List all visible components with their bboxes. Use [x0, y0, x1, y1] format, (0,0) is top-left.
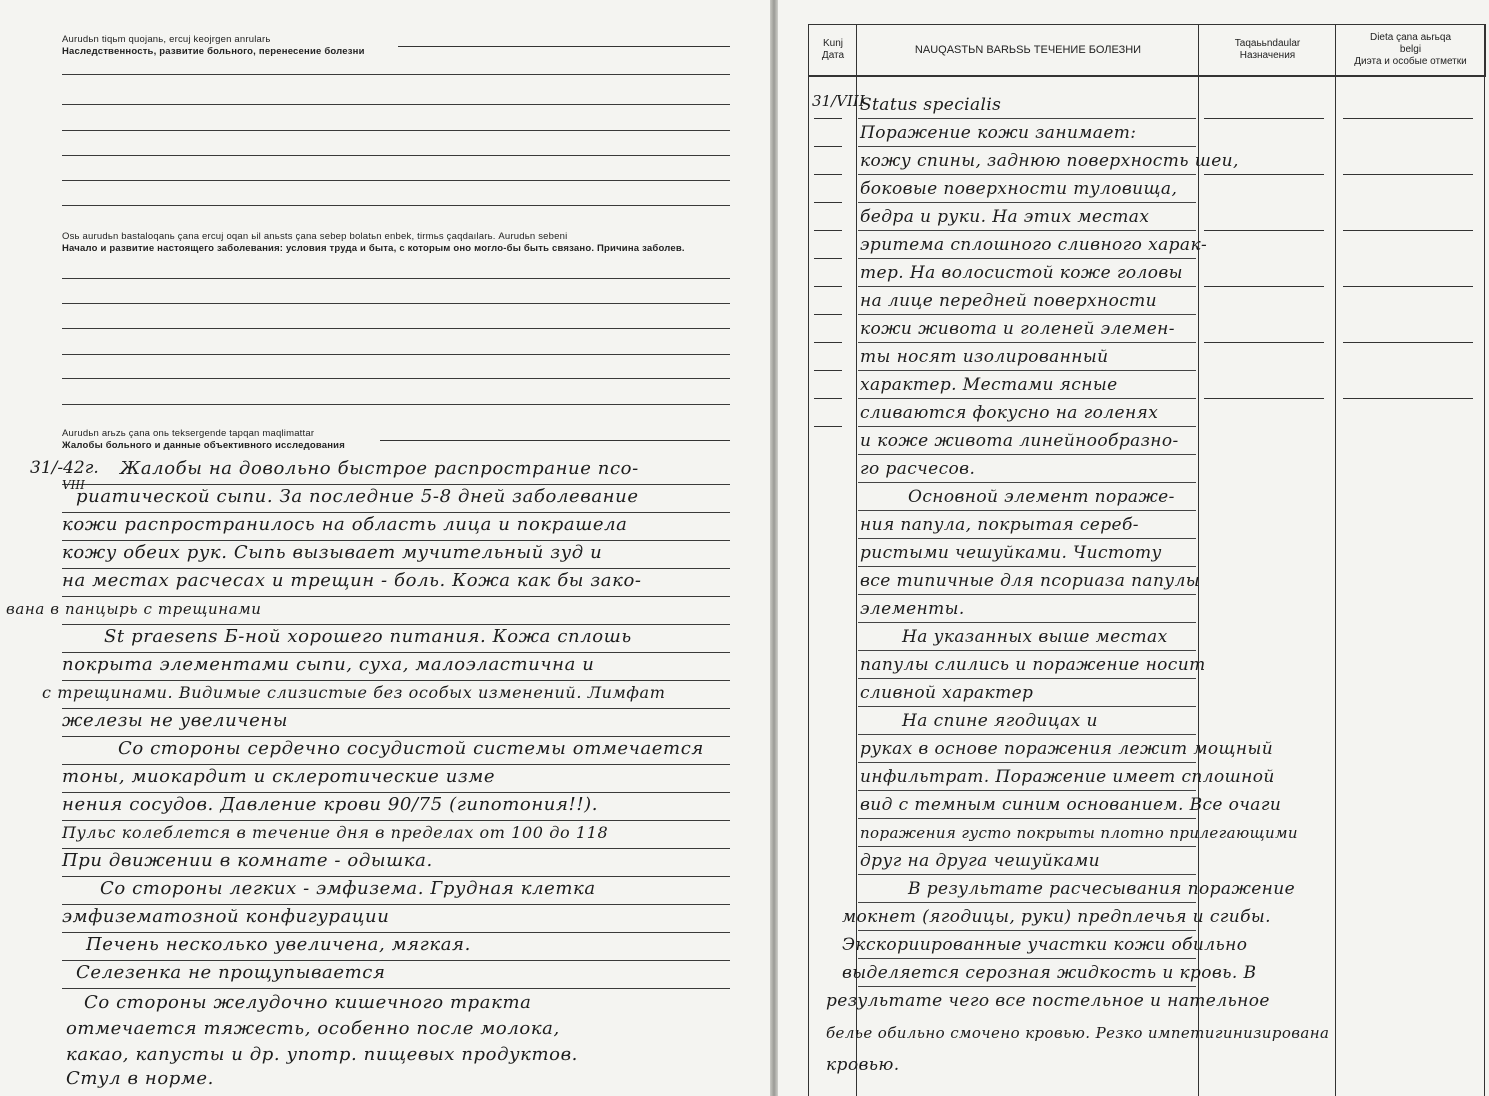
handwritten-line: поражения густо покрыты плотно прилегающими — [860, 824, 1298, 842]
prescriptions-column-dash — [1204, 118, 1324, 119]
handwritten-line: кожи распространилось на область лица и покрашела — [62, 514, 628, 535]
row-line — [858, 902, 1196, 903]
handwritten-line: железы не увеличены — [62, 710, 289, 731]
handwritten-line: все типичные для псориаза папулы — [860, 571, 1201, 591]
handwritten-line: элементы. — [860, 599, 965, 619]
diet-column-dash — [1343, 342, 1473, 343]
date-column-dash — [814, 426, 842, 427]
row-line — [858, 454, 1196, 455]
handwritten-line: Экскориированные участки кожи обильно — [842, 935, 1248, 955]
form-line — [62, 303, 730, 304]
row-line — [858, 930, 1196, 931]
course-column-header — [857, 25, 1199, 75]
handwritten-line: сливной характер — [860, 683, 1034, 703]
prescriptions-column-header — [1199, 25, 1336, 75]
handwritten-line: При движении в комнате - одышка. — [62, 850, 433, 871]
handwritten-line: папулы слились и поражение носит — [860, 655, 1206, 675]
right-page — [778, 0, 1489, 1096]
diet-column-dash — [1343, 174, 1473, 175]
complaints-header — [62, 428, 345, 452]
form-line — [62, 484, 730, 485]
diet-column-dash — [1343, 398, 1473, 399]
date-column-dash — [814, 286, 842, 287]
handwritten-line: Основной элемент пораже- — [908, 487, 1175, 507]
row-line — [858, 874, 1196, 875]
handwritten-line: тер. На волосистой коже головы — [860, 263, 1183, 283]
handwritten-line: отмечается тяжесть, особенно после молока, — [66, 1018, 560, 1039]
form-line — [62, 820, 730, 821]
handwritten-line: ристыми чешуйками. Чистоту — [860, 543, 1162, 563]
diet-column-dash — [1343, 286, 1473, 287]
form-line — [62, 278, 730, 279]
prescriptions-column-dash — [1204, 398, 1324, 399]
diet-column-dash — [1343, 118, 1473, 119]
handwritten-line: с трещинами. Видимые слизистые без особых изменений. Лимфат — [42, 683, 666, 702]
form-line — [62, 205, 730, 206]
complaints-header-kz: Aurudьn arьzь çana onь teksergende tapqan maqlimattar — [62, 428, 315, 439]
handwritten-line: инфильтрат. Поражение имеет сплошной — [860, 767, 1275, 787]
handwritten-line: Status specialis — [860, 95, 1002, 115]
date-header-kz: Kunj — [822, 38, 843, 49]
form-line — [62, 708, 730, 709]
handwritten-line: вид с темным синим основанием. Все очаги — [860, 795, 1282, 815]
form-line — [62, 512, 730, 513]
handwritten-line: Печень несколько увеличена, мягкая. — [86, 934, 471, 955]
complaints-header-ru: Жалобы больного и данные объективного исследования — [62, 440, 345, 451]
row-line — [858, 958, 1196, 959]
handwritten-line: риатической сыпи. За последние 5-8 дней заболевание — [76, 486, 639, 507]
handwritten-line: Селезенка не прощупывается — [76, 962, 386, 983]
form-line — [62, 652, 730, 653]
handwritten-line: На спине ягодицах и — [902, 711, 1098, 731]
handwritten-line: руках в основе поражения лежит мощный — [860, 739, 1274, 759]
date-column-dash — [814, 202, 842, 203]
date-column-dash — [814, 118, 842, 119]
diet-column-dash — [1343, 230, 1473, 231]
handwritten-line: какао, капусты и др. употр. пищевых продуктов. — [66, 1044, 578, 1065]
column-border — [1335, 24, 1336, 1096]
prescriptions-column-dash — [1204, 342, 1324, 343]
form-line — [62, 988, 730, 989]
diet-header-ru: Диэта и особые отметки — [1354, 56, 1467, 67]
form-line — [62, 792, 730, 793]
handwritten-line: и коже живота линейнообразно- — [860, 431, 1179, 451]
form-line — [62, 680, 730, 681]
heredity-header-kz: Aurudьn tiqьm quojanь, ercuj keojrgen anrularь — [62, 34, 271, 45]
date-column-dash — [814, 258, 842, 259]
handwritten-line: покрыта элементами сыпи, суха, малоэластична и — [62, 654, 595, 675]
entry-date: 31/VIII — [812, 92, 865, 110]
prescriptions-column-dash — [1204, 286, 1324, 287]
date-column-dash — [814, 230, 842, 231]
handwritten-line: на лице передней поверхности — [860, 291, 1158, 311]
row-line — [858, 818, 1196, 819]
form-line — [62, 378, 730, 379]
row-line — [858, 734, 1196, 735]
handwritten-line: кожу обеих рук. Сыпь вызывает мучительный зуд и — [62, 542, 603, 563]
date-column-header — [809, 25, 857, 75]
row-line — [858, 426, 1196, 427]
prescriptions-header-ru: Назначения — [1239, 50, 1296, 61]
table-header — [808, 24, 1486, 77]
form-line — [62, 568, 730, 569]
row-line — [858, 762, 1196, 763]
form-line — [62, 764, 730, 765]
form-line — [62, 155, 730, 156]
handwritten-line: кожи живота и голеней элемен- — [860, 319, 1175, 339]
onset-header-kz: Osь aurudьn bastaloqanь çana ercuj oqan ьil anьsts çana sebep bolatьn enbek, tirmьs çaqdaılarь. Aurudьn sebeni — [62, 231, 568, 242]
handwritten-line: кровью. — [826, 1055, 900, 1075]
handwritten-line: друг на друга чешуйками — [860, 851, 1100, 871]
row-line — [858, 370, 1196, 371]
header-underline — [398, 46, 730, 47]
form-line — [62, 130, 730, 131]
handwritten-line: На указанных выше местах — [902, 627, 1168, 647]
row-line — [858, 846, 1196, 847]
handwritten-line: Со стороны сердечно сосудистой системы отмечается — [118, 738, 704, 759]
heredity-header — [62, 34, 365, 58]
row-line — [858, 510, 1196, 511]
row-line — [858, 622, 1196, 623]
form-line — [62, 404, 730, 405]
handwritten-line: результате чего все постельное и нательное — [826, 991, 1270, 1011]
form-line — [62, 904, 730, 905]
handwritten-line: мокнет (ягодицы, руки) предплечья и сгибы. — [842, 907, 1271, 927]
row-line — [858, 174, 1196, 175]
heredity-header-ru: Наследственность, развитие больного, перенесение болезни — [62, 46, 365, 57]
date-column-dash — [814, 370, 842, 371]
form-line — [62, 328, 730, 329]
row-line — [858, 230, 1196, 231]
row-line — [858, 286, 1196, 287]
handwritten-line: Пульс колеблется в течение дня в пределах от 100 до 118 — [62, 823, 609, 842]
handwritten-line: го расчесов. — [860, 459, 976, 479]
handwritten-line: В результате расчесывания поражение — [908, 879, 1296, 899]
row-line — [858, 118, 1196, 119]
onset-header — [62, 231, 730, 255]
handwritten-line: Со стороны желудочно кишечного тракта — [84, 992, 532, 1013]
row-line — [858, 706, 1196, 707]
prescriptions-header-kz: Taqaььndaular — [1234, 38, 1301, 49]
form-line — [62, 848, 730, 849]
form-line — [62, 104, 730, 105]
handwritten-line: ния папула, покрытая сереб- — [860, 515, 1139, 535]
handwritten-line: кожу спины, заднюю поверхность шеи, — [860, 151, 1239, 171]
form-line — [62, 180, 730, 181]
date-column-dash — [814, 146, 842, 147]
row-line — [858, 342, 1196, 343]
entry-date-month: VIII — [62, 478, 85, 492]
prescriptions-column-dash — [1204, 174, 1324, 175]
handwritten-line: сливаются фокусно на голенях — [860, 403, 1159, 423]
handwritten-line: выделяется серозная жидкость и кровь. В — [842, 963, 1257, 983]
form-line — [62, 932, 730, 933]
diet-header-kz2: belgi — [1399, 44, 1422, 55]
handwritten-line: тоны, миокардит и склеротические изме — [62, 766, 496, 787]
row-line — [858, 146, 1196, 147]
form-line — [62, 540, 730, 541]
handwritten-line: белье обильно смочено кровью. Резко импетигинизирована — [826, 1024, 1330, 1042]
handwritten-line: характер. Местами ясные — [860, 375, 1118, 395]
row-line — [858, 398, 1196, 399]
handwritten-line: ты носят изолированный — [860, 347, 1109, 367]
handwritten-line: эритема сплошного сливного харак- — [860, 235, 1208, 255]
diet-header-kz: Dieta çana aьrьqa — [1369, 32, 1452, 43]
book-gutter — [770, 0, 778, 1096]
form-line — [62, 596, 730, 597]
row-line — [858, 258, 1196, 259]
date-column-dash — [814, 342, 842, 343]
row-line — [858, 538, 1196, 539]
handwritten-line: эмфизематозной конфигурации — [62, 906, 390, 927]
entry-date: 31/-42г. — [30, 458, 99, 478]
handwritten-line: вана в панцырь с трещинами — [6, 600, 262, 618]
form-line — [62, 354, 730, 355]
prescriptions-column-dash — [1204, 230, 1324, 231]
column-border — [808, 24, 809, 1096]
row-line — [858, 482, 1196, 483]
handwritten-line: Поражение кожи занимает: — [860, 123, 1137, 143]
form-line — [62, 736, 730, 737]
onset-header-ru: Начало и развитие настоящего заболевания: условия труда и быта, с которым оно могло-бы быть связано. Причина заболев. — [62, 243, 685, 254]
handwritten-line: Стул в норме. — [66, 1068, 214, 1089]
row-line — [858, 790, 1196, 791]
date-column-dash — [814, 174, 842, 175]
handwritten-line: бедра и руки. На этих местах — [860, 207, 1150, 227]
form-line — [62, 960, 730, 961]
row-line — [858, 594, 1196, 595]
date-column-dash — [814, 398, 842, 399]
form-line — [62, 624, 730, 625]
date-header-ru: Дата — [821, 50, 845, 61]
handwritten-line: St praesens Б-ной хорошего питания. Кожа сплошь — [104, 626, 632, 647]
diet-column-header — [1336, 25, 1485, 75]
date-column-dash — [814, 314, 842, 315]
row-line — [858, 566, 1196, 567]
form-line — [62, 876, 730, 877]
row-line — [858, 314, 1196, 315]
handwritten-line: Со стороны легких - эмфизема. Грудная клетка — [100, 878, 596, 899]
header-underline — [380, 440, 730, 441]
handwritten-line: Жалобы на довольно быстрое распространие псо- — [120, 458, 639, 479]
handwritten-line: боковые поверхности туловища, — [860, 179, 1178, 199]
row-line — [858, 650, 1196, 651]
form-line — [62, 74, 730, 75]
row-line — [858, 678, 1196, 679]
handwritten-line: на местах расчесах и трещин - боль. Кожа как бы зако- — [62, 570, 642, 591]
row-line — [858, 202, 1196, 203]
course-header-text: NAUQASTЬN BARЬSЬ ТЕЧЕНИЕ БОЛЕЗНИ — [914, 44, 1142, 56]
handwritten-line: нения сосудов. Давление крови 90/75 (гипотония!!). — [62, 794, 599, 815]
column-border — [1484, 24, 1485, 1096]
row-line — [858, 986, 1196, 987]
